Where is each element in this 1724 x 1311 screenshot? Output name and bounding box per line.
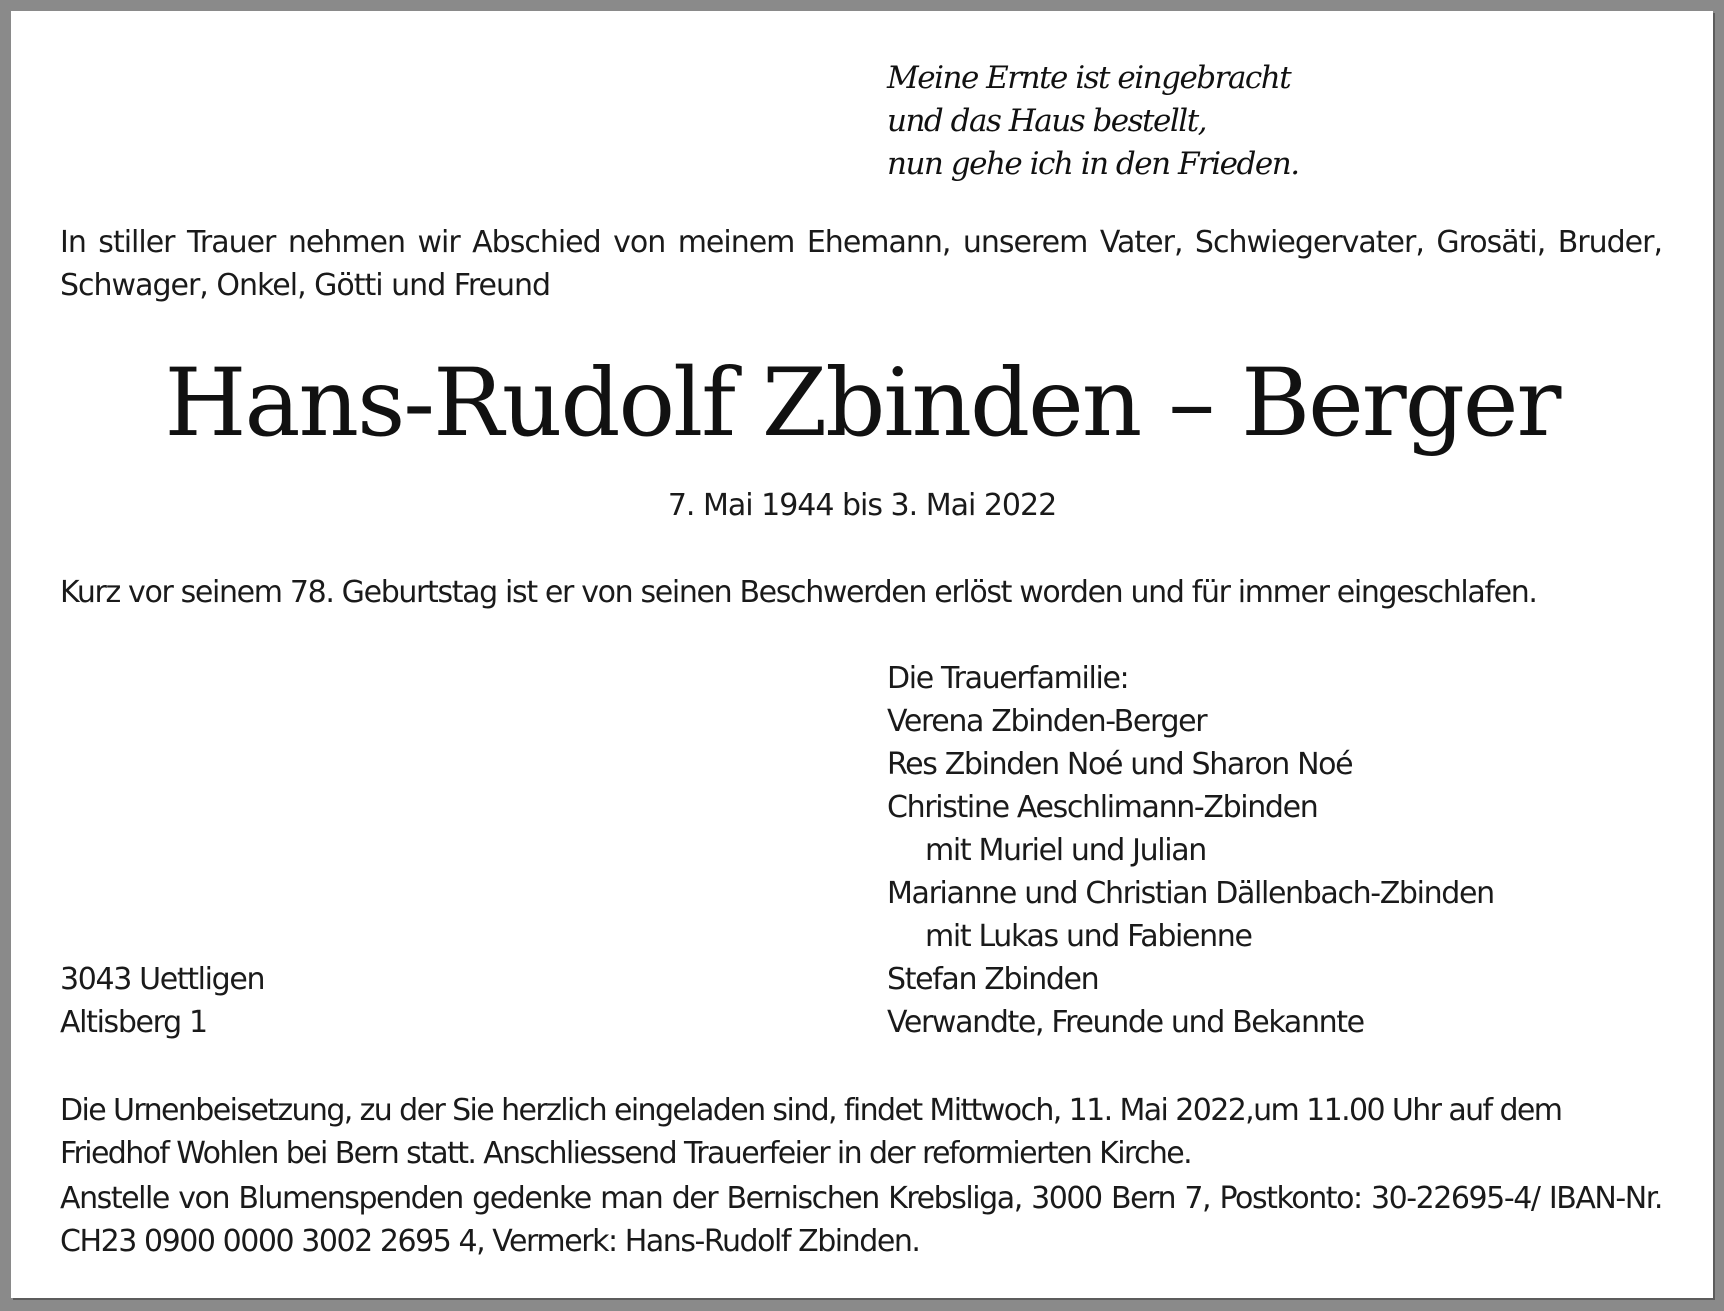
verse-line: nun gehe ich in den Frieden. bbox=[887, 146, 1299, 182]
verse bbox=[887, 57, 1299, 186]
address bbox=[60, 958, 264, 1044]
family-member: Stefan Zbinden bbox=[887, 962, 1099, 997]
address-city: 3043 Uettligen bbox=[60, 962, 265, 997]
family-member: mit Muriel und Julian bbox=[925, 833, 1206, 868]
family-member: Verwandte, Freunde und Bekannte bbox=[887, 1005, 1364, 1040]
life-dates: 7. Mai 1944 bis 3. Mai 2022 bbox=[667, 488, 1057, 523]
obituary-card bbox=[11, 11, 1713, 1298]
verse-line: und das Haus bestellt, bbox=[887, 103, 1207, 139]
donation-notice: Anstelle von Blumenspenden gedenke man der Bernischen Krebsliga, 3000 Bern 7, Postkonto: 30-22695-4/ IBAN-Nr. CH23 0900 0000 3002 2695 4, Vermerk: Hans-Rudolf Zbinden. bbox=[60, 1181, 1662, 1259]
family-member: mit Lukas und Fabienne bbox=[925, 919, 1252, 954]
passing-note: Kurz vor seinem 78. Geburtstag ist er von seinen Beschwerden erlöst worden und für immer eingeschlafen. bbox=[60, 575, 1537, 610]
address-street: Altisberg 1 bbox=[60, 1005, 207, 1040]
deceased-name: Hans-Rudolf Zbinden – Berger bbox=[164, 349, 1560, 458]
family-member: Verena Zbinden-Berger bbox=[887, 704, 1207, 739]
intro-text: In stiller Trauer nehmen wir Abschied von meinem Ehemann, unserem Vater, Schwiegervater, Grosäti, Bruder, Schwager, Onkel, Götti und Freund bbox=[60, 225, 1662, 303]
family-member: Christine Aeschlimann-Zbinden bbox=[887, 790, 1318, 825]
family-member: Res Zbinden Noé und Sharon Noé bbox=[887, 747, 1353, 782]
family-list bbox=[887, 657, 1494, 1044]
burial-notice: Die Urnenbeisetzung, zu der Sie herzlich eingeladen sind, findet Mittwoch, 11. Mai 2022,um 11.00 Uhr auf dem Friedhof Wohlen bei Bern statt. Anschliessend Trauerfeier in der reformierten Kirche. bbox=[60, 1093, 1562, 1171]
family-heading: Die Trauerfamilie: bbox=[887, 661, 1129, 696]
verse-line: Meine Ernte ist eingebracht bbox=[887, 60, 1291, 96]
family-member: Marianne und Christian Dällenbach-Zbinden bbox=[887, 876, 1494, 911]
